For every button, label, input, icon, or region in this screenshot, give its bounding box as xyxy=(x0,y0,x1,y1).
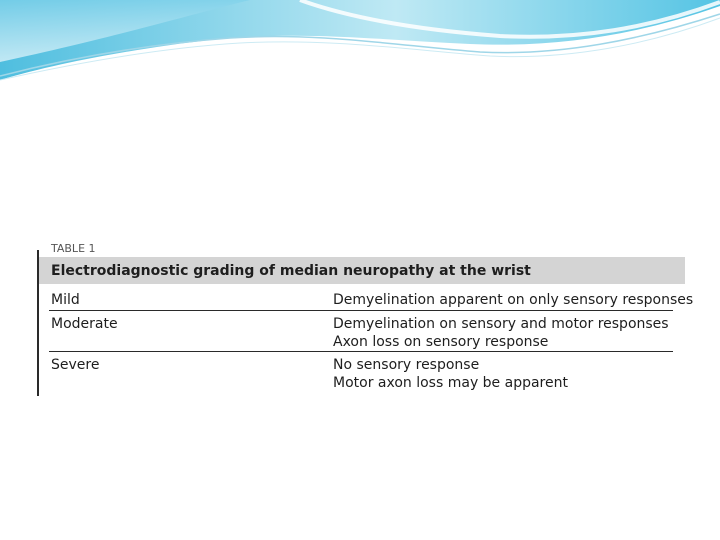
table-title: Electrodiagnostic grading of median neuropathy at the wrist xyxy=(51,263,531,279)
table-title-bar xyxy=(39,257,685,284)
header-wave-decoration xyxy=(0,0,720,90)
grade-cell: Severe xyxy=(51,357,100,373)
grade-cell: Moderate xyxy=(51,316,118,332)
table-number-label: TABLE 1 xyxy=(51,242,96,255)
finding-cell: Demyelination apparent on only sensory responses xyxy=(333,292,694,308)
finding-cell: Motor axon loss may be apparent xyxy=(333,375,568,391)
table-figure xyxy=(37,242,694,396)
finding-cell: No sensory response xyxy=(333,357,480,373)
row-divider xyxy=(49,310,673,311)
finding-cell: Demyelination on sensory and motor responses xyxy=(333,316,669,332)
finding-cell: Axon loss on sensory response xyxy=(333,334,549,350)
grade-cell: Mild xyxy=(51,292,80,308)
row-divider xyxy=(49,351,673,352)
